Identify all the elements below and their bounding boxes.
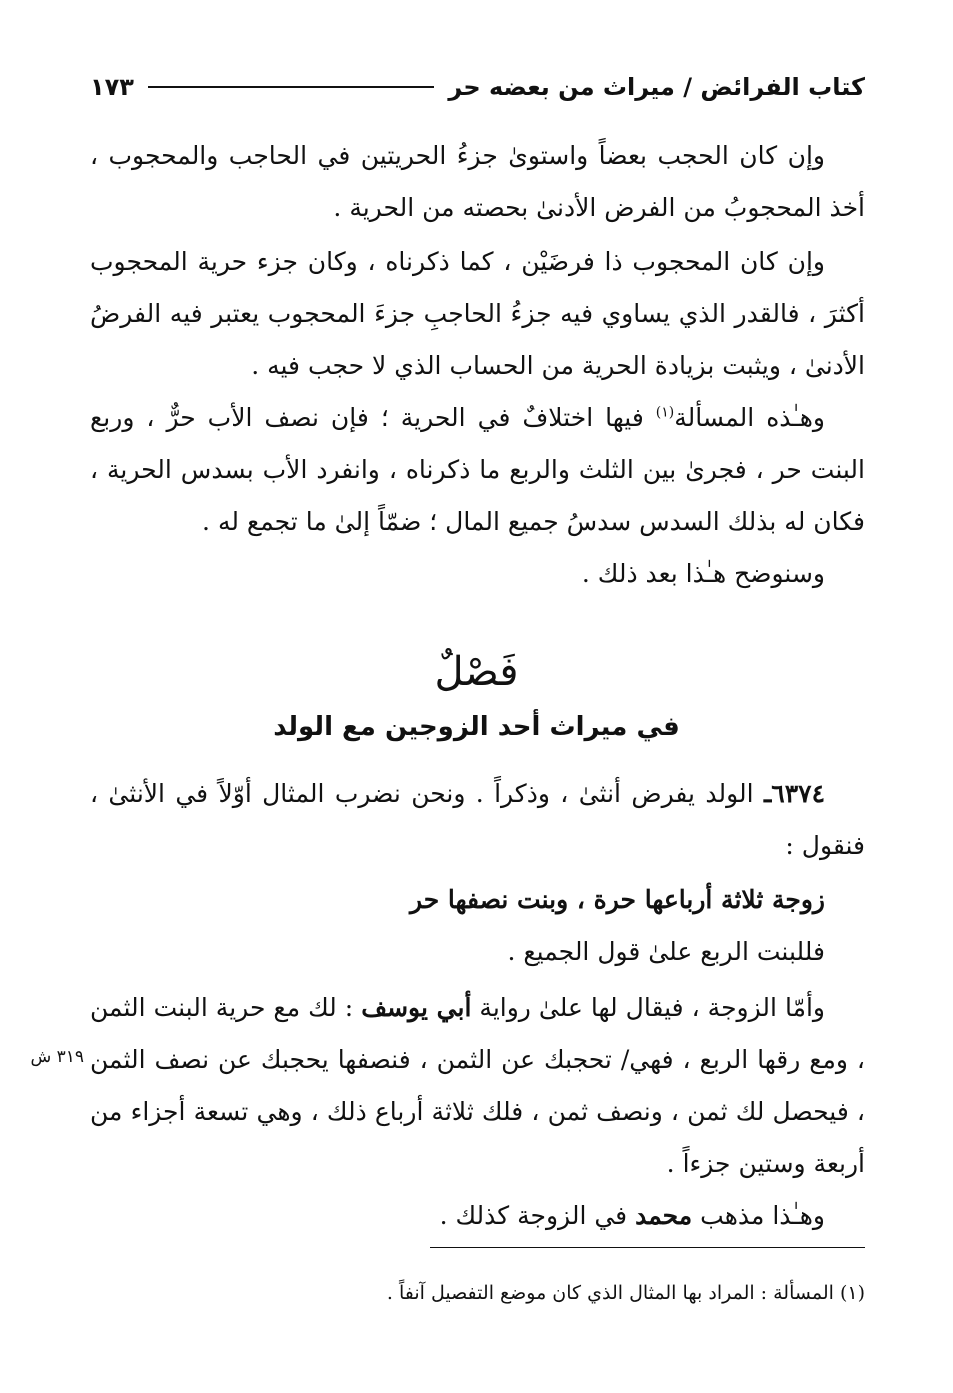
margin-note: ٣١٩ ش — [30, 1047, 84, 1067]
footnote-text: المسألة : المراد بها المثال الذي كان موضع التفصيل آنفاً . — [386, 1282, 834, 1304]
footnote-marker: (١) — [839, 1282, 865, 1304]
paragraph-2: وإن كان المحجوب ذا فرضَيْن ، كما ذكرناه ، وكان جزء حرية المحجوب أكثرَ ، فالقدر الذي يساوي فيه جزءُ الحاجبِ جزءَ المحجوب يعتبر فيه الفرضُ الأدنىٰ ، ويثبت بزيادة الحرية من الحساب الذي لا حجب فيه . — [90, 247, 865, 380]
wife-share-after: : لك مع حرية البنت الثمن ، ومع رقها الربع ، فهي/ تحجبك عن الثمن ، فنصفها يحجبك عن نصف الثمن ، فيحصل لك ثمن ، ونصف ثمن ، فلك ثلاثة أرباع ذلك ، وهي تسعة أجزاء من أربعة وستين جزءاً . — [90, 993, 865, 1178]
numbered-paragraph — [90, 768, 865, 872]
page-number: ١٧٣ — [90, 73, 134, 101]
footnote-rule — [430, 1247, 865, 1248]
paragraph-1: وإن كان الحجب بعضاً واستوىٰ جزءُ الحريتين في الحاجب والمحجوب ، أخذ المحجوبُ من الفرض الأدنىٰ بحصته من الحرية . — [90, 141, 865, 222]
numbered-paragraph-text: الولد يفرض أنثىٰ ، وذكراً . ونحن نضرب المثال أوّلاً في الأنثىٰ ، فنقول : — [90, 779, 865, 860]
section-title: في ميراث أحد الزوجين مع الولد — [273, 712, 680, 742]
paragraph-muhammad — [90, 1190, 865, 1242]
footnote-reference: (١) — [655, 404, 675, 421]
muhammad-after: في الزوجة كذلك . — [439, 1201, 636, 1230]
scholar-name-abu-yusuf: أبي يوسف — [361, 993, 472, 1022]
paragraph-3-before: وهـٰذه المسألة — [674, 403, 825, 432]
section-ornament: فَصْلٌ — [434, 649, 519, 695]
header-rule — [148, 86, 434, 88]
scholar-name-muhammad: محمد — [635, 1201, 693, 1230]
example-heading: زوجة ثلاثة أرباعها حرة ، وبنت نصفها حر — [409, 885, 825, 914]
paragraph-number: ٦٣٧٤ـ — [763, 779, 825, 808]
muhammad-before: وهـٰذا مذهب — [692, 1201, 825, 1230]
wife-share-before: وأمّا الزوجة ، فيقال لها علىٰ رواية — [471, 993, 825, 1022]
paragraph-4: وسنوضح هـٰذا بعد ذلك . — [581, 559, 825, 588]
paragraph-3 — [90, 392, 865, 548]
paragraph-wife-share — [90, 982, 865, 1190]
paragraph-3-after: فيها اختلافٌ في الحرية ؛ فإن نصف الأب حرٌّ ، وربع البنت حر ، فجرىٰ بين الثلث والربع ما ذكرناه ، وانفرد الأب بسدس الحرية ، فكان له بذلك السدس سدسُ جميع المال ؛ ضمّاً إلىٰ ما تجمع له . — [90, 403, 865, 536]
paragraph-daughter-share: فللبنت الربع علىٰ قول الجميع . — [507, 937, 825, 966]
footnote — [90, 1276, 865, 1310]
running-header — [90, 62, 865, 112]
header-title: كتاب الفرائض / ميراث من بعضه حر — [448, 73, 865, 101]
